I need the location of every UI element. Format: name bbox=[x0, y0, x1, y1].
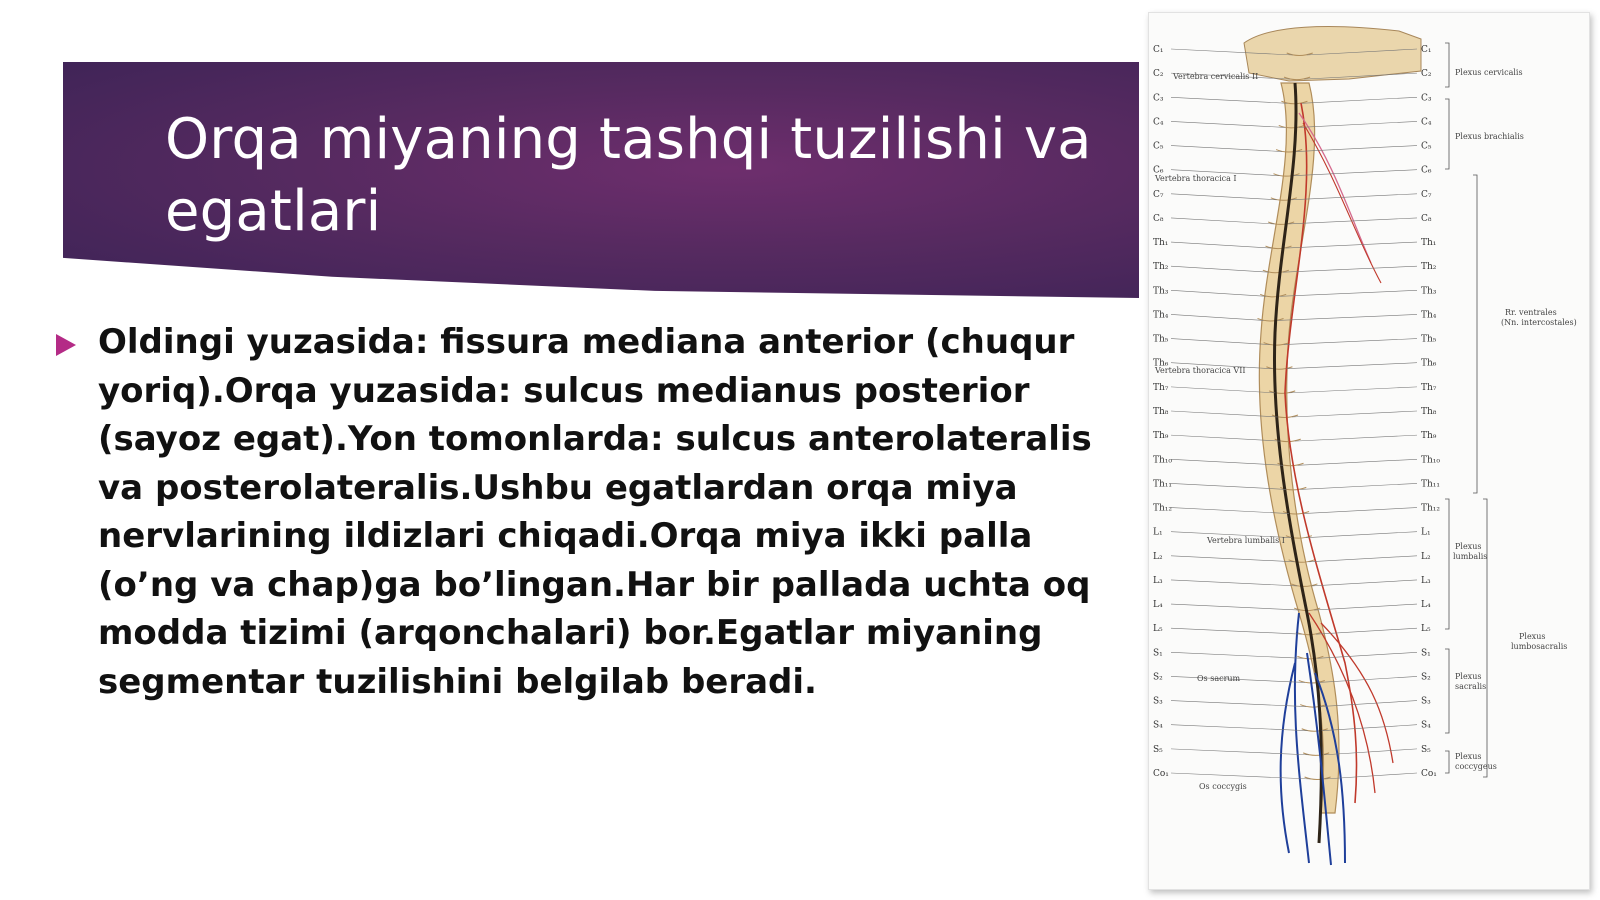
leader-line bbox=[1316, 628, 1417, 634]
spinal-cord-diagram bbox=[1149, 13, 1589, 889]
leader-line bbox=[1283, 266, 1417, 272]
segment-label-left: S₁ bbox=[1153, 648, 1163, 659]
label-plexus-brachialis: Plexus brachialis bbox=[1455, 132, 1524, 141]
label-vertebra-thoracica-1: Vertebra thoracica I bbox=[1155, 174, 1237, 183]
segment-label-right: Co₁ bbox=[1421, 769, 1437, 779]
segment-label-right: C₅ bbox=[1421, 141, 1432, 152]
label-plexus-lumbalis-2: lumbalis bbox=[1453, 552, 1488, 561]
leader-line bbox=[1171, 121, 1285, 127]
segment-label-right: L₂ bbox=[1421, 551, 1431, 562]
segment-label-right: C₂ bbox=[1421, 69, 1432, 80]
leader-line bbox=[1286, 242, 1417, 248]
leader-line bbox=[1171, 266, 1269, 272]
segment-label-right: Th₁₀ bbox=[1421, 455, 1441, 466]
segment-label-right: C₆ bbox=[1421, 165, 1432, 176]
leader-line bbox=[1289, 387, 1417, 393]
label-plexus-lumbosacralis-2: lumbosacralis bbox=[1511, 642, 1568, 651]
segment-label-left: S₅ bbox=[1153, 744, 1163, 755]
bullet-item bbox=[52, 318, 1092, 706]
label-vertebra-lumbalis: Vertebra lumbalis I bbox=[1207, 536, 1285, 545]
label-plexus-coccygeus-1: Plexus bbox=[1455, 752, 1482, 761]
segment-label-left: C₇ bbox=[1153, 189, 1164, 200]
leader-line bbox=[1171, 773, 1311, 779]
leader-line bbox=[1309, 556, 1417, 562]
leader-line bbox=[1171, 749, 1309, 755]
leader-line bbox=[1171, 314, 1264, 320]
segment-label-right: Th₁ bbox=[1421, 238, 1437, 249]
label-plexus-lumbosacralis-1: Plexus bbox=[1519, 632, 1546, 641]
segment-label-left: Th₁₁ bbox=[1153, 479, 1173, 490]
leader-line bbox=[1171, 218, 1274, 224]
segment-label-left: Th₆ bbox=[1153, 358, 1169, 369]
segment-label-right: C₁ bbox=[1421, 45, 1432, 55]
segment-label-right: C₃ bbox=[1421, 93, 1432, 104]
segment-label-left: Th₈ bbox=[1153, 407, 1169, 417]
segment-label-right: S₂ bbox=[1421, 672, 1431, 683]
leader-line bbox=[1171, 146, 1282, 152]
segment-label-right: L₃ bbox=[1421, 575, 1431, 586]
leader-line bbox=[1171, 725, 1308, 731]
segment-label-right: S₁ bbox=[1421, 648, 1431, 659]
label-plexus-coccygeus-2: coccygeus bbox=[1455, 762, 1497, 771]
segment-label-right: Th₆ bbox=[1421, 358, 1437, 369]
label-os-coccygis: Os coccygis bbox=[1199, 782, 1247, 791]
segment-label-left: C₅ bbox=[1153, 141, 1164, 152]
segment-label-left: Th₉ bbox=[1153, 431, 1169, 442]
segment-label-left: Co₁ bbox=[1153, 769, 1169, 779]
leader-line bbox=[1171, 556, 1295, 562]
segment-label-left: Th₂ bbox=[1153, 262, 1169, 273]
bracket-intercostales bbox=[1473, 175, 1477, 493]
segment-label-right: Th₂ bbox=[1421, 262, 1437, 273]
segment-label-left: C₆ bbox=[1153, 165, 1164, 176]
segment-label-right: S₃ bbox=[1421, 696, 1431, 707]
segment-label-left: C₄ bbox=[1153, 117, 1164, 128]
leader-line bbox=[1314, 604, 1417, 610]
segment-label-left: Th₇ bbox=[1153, 382, 1169, 393]
bracket-cervicalis bbox=[1445, 43, 1449, 87]
left-segment-labels bbox=[1153, 45, 1172, 779]
segment-label-left: C₂ bbox=[1153, 69, 1164, 80]
segment-label-left: Th₁₂ bbox=[1153, 503, 1173, 514]
label-plexus-sacralis-2: sacralis bbox=[1455, 682, 1487, 691]
leader-line bbox=[1298, 459, 1417, 465]
label-nn-intercostales: (Nn. intercostales) bbox=[1501, 318, 1577, 327]
segment-label-right: C₇ bbox=[1421, 189, 1432, 200]
leader-line bbox=[1171, 604, 1300, 610]
leader-line bbox=[1171, 242, 1272, 248]
segment-label-left: L₄ bbox=[1153, 600, 1163, 611]
vertebral-column bbox=[1259, 83, 1339, 813]
leader-line bbox=[1171, 97, 1287, 103]
segment-label-right: Th₃ bbox=[1421, 286, 1437, 297]
segment-label-left: Th₅ bbox=[1153, 334, 1169, 345]
leader-line bbox=[1292, 411, 1417, 417]
leader-line bbox=[1295, 435, 1417, 441]
label-plexus-cervicalis: Plexus cervicalis bbox=[1455, 68, 1523, 77]
segment-label-right: L₁ bbox=[1421, 527, 1431, 538]
leader-line bbox=[1306, 532, 1417, 538]
slide-title: Orqa miyaning tashqi tuzilishi va egatlari bbox=[165, 107, 1092, 244]
segment-label-right: Th₈ bbox=[1421, 407, 1437, 417]
leader-line bbox=[1311, 580, 1417, 586]
label-plexus-lumbalis-1: Plexus bbox=[1455, 542, 1482, 551]
leader-line bbox=[1171, 339, 1270, 345]
leader-line bbox=[1301, 97, 1417, 103]
segment-label-left: Th₁ bbox=[1153, 238, 1169, 249]
leader-line bbox=[1303, 508, 1417, 514]
spinal-cord-anatomy-figure bbox=[1148, 12, 1590, 890]
segment-label-right: C₈ bbox=[1421, 213, 1432, 224]
segment-label-left: L₁ bbox=[1153, 527, 1163, 538]
right-segment-labels bbox=[1421, 45, 1440, 779]
segment-label-left: C₈ bbox=[1153, 213, 1164, 224]
bracket-sacralis bbox=[1445, 649, 1449, 733]
leader-line bbox=[1284, 339, 1417, 345]
label-vertebra-cervicalis: Vertebra cervicalis II bbox=[1173, 72, 1259, 81]
segment-label-right: Th₉ bbox=[1421, 431, 1437, 442]
leader-line bbox=[1278, 314, 1417, 320]
label-rr-ventrales: Rr. ventrales bbox=[1505, 308, 1557, 317]
segment-label-left: L₃ bbox=[1153, 575, 1163, 586]
leader-line bbox=[1300, 483, 1417, 489]
segment-label-left: C₁ bbox=[1153, 45, 1164, 55]
bullet-text: Oldingi yuzasida: fissura mediana anterior (chuqur yoriq).Orqa yuzasida: sulcus medianus posterior (sayoz egat).Yon tomonlarda: sulcus anterolateralis va posterolateralis.Ushbu egatlardan orqa miya nervlarining ildizlari chiqadi.Orqa miya ikki palla (o’ng va chap)ga bo’lingan.Har bir pallada uchta oq modda tizimi (arqonchalari) bor.Egatlar miyaning segmentar tuzilishini belgilab beradi. bbox=[98, 322, 1092, 702]
leader-line bbox=[1286, 363, 1417, 369]
leader-line bbox=[1299, 121, 1417, 127]
segment-label-left: C₃ bbox=[1153, 93, 1164, 104]
leader-line bbox=[1280, 290, 1417, 296]
segment-label-right: L₄ bbox=[1421, 600, 1431, 611]
segment-label-right: S₄ bbox=[1421, 720, 1431, 731]
label-os-sacrum: Os sacrum bbox=[1197, 674, 1241, 683]
segment-label-right: C₄ bbox=[1421, 117, 1432, 128]
segment-label-right: Th₁₁ bbox=[1421, 479, 1441, 490]
leader-line bbox=[1171, 652, 1303, 658]
label-vertebra-thoracica-7: Vertebra thoracica VII bbox=[1155, 366, 1246, 375]
segment-label-left: L₅ bbox=[1153, 624, 1163, 635]
segment-label-left: S₂ bbox=[1153, 672, 1163, 683]
leader-line bbox=[1171, 508, 1289, 514]
bracket-coccygeus bbox=[1445, 751, 1449, 773]
bracket-lumbosacralis bbox=[1483, 499, 1487, 777]
segment-label-right: Th₄ bbox=[1421, 310, 1437, 321]
segment-label-left: S₃ bbox=[1153, 696, 1163, 707]
segment-label-right: S₅ bbox=[1421, 744, 1431, 755]
bracket-brachialis bbox=[1445, 99, 1449, 169]
segment-label-right: Th₁₂ bbox=[1421, 503, 1441, 514]
segment-label-left: Th₄ bbox=[1153, 310, 1169, 321]
leader-line bbox=[1171, 290, 1266, 296]
segment-label-right: Th₇ bbox=[1421, 382, 1437, 393]
segment-label-right: Th₅ bbox=[1421, 334, 1437, 345]
bracket-lumbalis bbox=[1445, 499, 1449, 629]
leader-line bbox=[1171, 628, 1302, 634]
label-plexus-sacralis-1: Plexus bbox=[1455, 672, 1482, 681]
segment-label-left: S₄ bbox=[1153, 720, 1163, 731]
segment-label-left: Th₁₀ bbox=[1153, 455, 1173, 466]
segment-label-right: L₅ bbox=[1421, 624, 1431, 635]
segment-label-left: Th₃ bbox=[1153, 286, 1169, 297]
leader-line bbox=[1171, 580, 1297, 586]
segment-label-left: L₂ bbox=[1153, 551, 1163, 562]
triangle-bullet-icon bbox=[56, 334, 76, 356]
leader-line bbox=[1171, 194, 1277, 200]
